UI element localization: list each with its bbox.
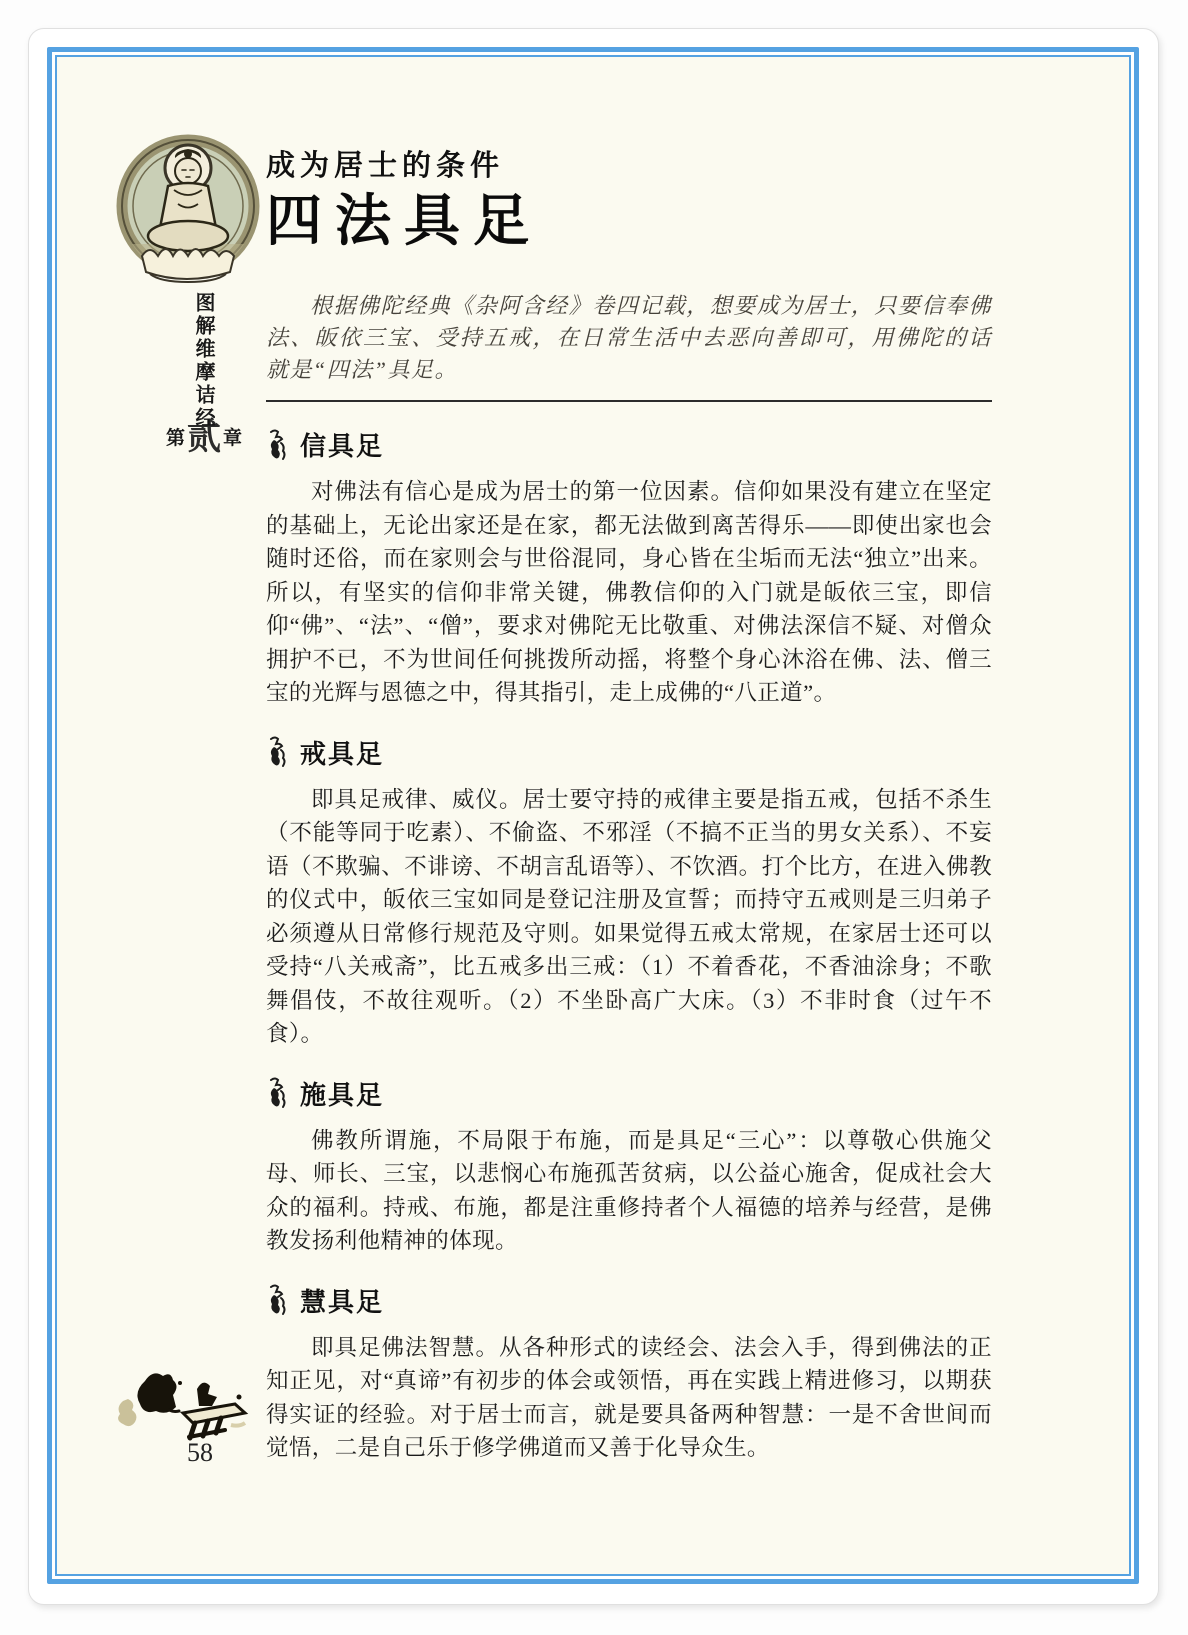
ink-brush-icon: [266, 429, 290, 461]
chapter-marker: [146, 414, 262, 458]
section-jie: [266, 734, 992, 1051]
ink-figures-illustration: [113, 1363, 265, 1443]
buddha-illustration: [112, 124, 264, 292]
section-header: [266, 1282, 992, 1319]
chapter-suffix: 章: [223, 427, 243, 449]
section-body: 对佛法有信心是成为居士的第一位因素。信仰如果没有建立在坚定的基础上，无论出家还是在家，都无法做到离苦得乐——即使出家也会随时还俗，而在家则会与世俗混同，身心皆在尘垢而无法“独立”出来。所以，有坚实的信仰非常关键，佛教信仰的入门就是皈依三宝，即信仰“佛”、“法”、“僧”，要求对佛陀无比敬重、对佛法深信不疑、对僧众拥护不已，不为世间任何挑拨所动摇，将整个身心沐浴在佛、法、僧三宝的光辉与恩德之中，得其指引，走上成佛的“八正道”。: [266, 479, 992, 705]
section-title: 戒具足: [300, 739, 385, 769]
section-title: 信具足: [300, 432, 385, 461]
section-body: 即具足佛法智慧。从各种形式的读经会、法会入手，得到佛法的正知正见，对“真谛”有初步的体会或领悟，再在实践上精进修习，以期获得实证的经验。对于居士而言，就是要具备两种智慧：一是不舍世间而觉悟，二是自己乐于修学佛道而又善于化导众生。: [266, 1334, 992, 1460]
main-content: [266, 148, 992, 1465]
ink-brush-icon: [266, 736, 290, 768]
book-title-vertical: 图解维摩诘经: [192, 292, 214, 430]
section-body: 即具足戒律、威仪。居士要守持的戒律主要是指五戒，包括不杀生（不能等同于吃素）、不偷盗、不邪淫（不搞不正当的男女关系）、不妄语（不欺骗、不诽谤、不胡言乱语等）、不饮酒。打个比方，在进入佛教的仪式中，皈依三宝如同是登记注册及宣誓；而持守五戒则是三归弟子必须遵从日常修行规范及守则。如果觉得五戒太常规，在家居士还可以受持“八关戒斋”，比五戒多出三戒：（1）不着香花，不香油涂身；不歌舞倡伎，不故往观听。（2）不坐卧高广大床。（3）不非时食（过午不食）。: [266, 786, 992, 1046]
chapter-number: 贰: [187, 419, 221, 457]
page-number: 58: [187, 1438, 213, 1467]
divider-rule: [266, 400, 992, 402]
section-header: [266, 1075, 992, 1112]
intro-paragraph: 根据佛陀经典《杂阿含经》卷四记载，想要成为居士，只要信奉佛法、皈依三宝、受持五戒，在日常生活中去恶向善即可，用佛陀的话就是“四法”具足。: [266, 293, 992, 382]
section-header: [266, 426, 992, 463]
ink-brush-icon: [266, 1284, 290, 1316]
page-subtitle: 成为居士的条件: [266, 150, 505, 182]
section-hui: [266, 1282, 992, 1465]
section-xin: [266, 426, 992, 710]
section-title: 慧具足: [300, 1287, 385, 1317]
section-header: [266, 734, 992, 771]
section-shi: [266, 1075, 992, 1258]
ink-brush-icon: [266, 1077, 290, 1109]
page-title: 四法具足: [266, 191, 542, 253]
section-title: 施具足: [300, 1080, 385, 1110]
section-body: 佛教所谓施，不局限于布施，而是具足“三心”：以尊敬心供施父母、师长、三宝，以悲悯心布施孤苦贫病，以公益心施舍，促成社会大众的福利。持戒、布施，都是注重修持者个人福德的培养与经营，是佛教发扬利他精神的体现。: [266, 1127, 992, 1253]
chapter-prefix: 第: [165, 427, 185, 449]
